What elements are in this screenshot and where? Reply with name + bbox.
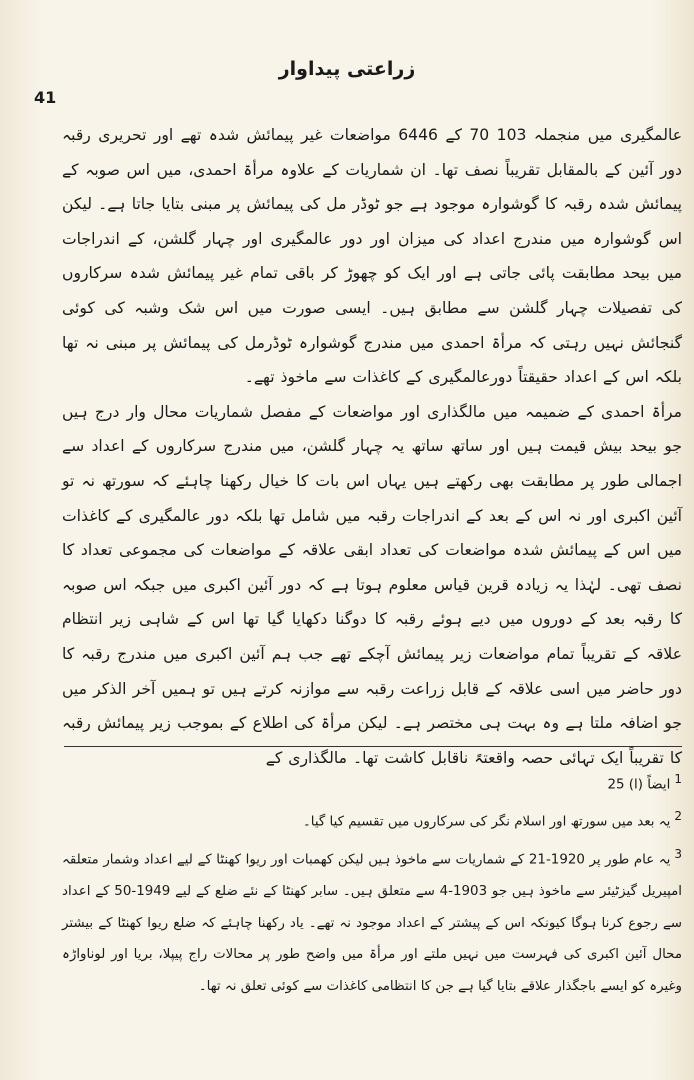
footnote-text: یہ بعد میں سورتھ اور اسلام نگر کی سرکاروں میں تقسیم کیا گیا۔	[302, 814, 671, 830]
footnote-mark: 1	[674, 772, 682, 786]
paragraph: عالمگیری میں منجملہ 103 70 کے 6446 مواضعات غیر پیمائش شدہ تھے اور تحریری رقبہ دور آئین کے بالمقابل تقریباً نصف تھا۔ ان شماریات کے علاوہ مرأۃ احمدی، میں اس صوبہ کے پیمائش شدہ رقبہ کا گوشوارہ موجود ہے جو ٹوڈر مل کی پیمائش پر مبنی بتایا جاتا ہے۔ لیکن اس گوشوارہ میں مندرج اعداد کی میزان اور دور عالمگیری اور چہار گلشن، کے اندراجات میں بیحد مطابقت پائی جاتی ہے اور ایک کو چھوڑ کر باقی تمام غیر پیمائش شدہ سرکاروں کی تفصیلات چہار گلشن سے مطابق ہیں۔ ایسی صورت میں اس شک وشبہ کی کوئی گنجائش نہیں رہتی کہ مرأۃ احمدی میں مندرج گوشوارہ ٹوڈرمل کی پیمائش پر مبنی نہ تھا بلکہ اس کے اعداد حقیقتاً دورعالمگیری کے کاغذات سے ماخوذ تھے۔	[62, 126, 683, 387]
footnote-mark: 3	[674, 846, 682, 861]
running-header: زراعتی پیداوار	[278, 58, 416, 80]
footnote	[62, 839, 682, 1003]
footnote-divider	[64, 746, 682, 747]
body-text	[62, 118, 682, 775]
paragraph: مرأۃ احمدی کے ضمیمہ میں مالگذاری اور مواضعات کے مفصل شماریات محال وار درج ہیں جو بیحد بیش قیمت ہیں اور ساتھ ساتھ یہ چہار گلشن، میں مندرج سرکاروں کے اعداد سے اجمالی طور پر مطابقت بھی رکھتے ہیں یہاں اس بات کا خیال رکھنا چاہئے کہ سورتھ نہ تو آئین اکبری اور نہ اس کے بعد کے اندراجات رقبہ میں شامل تھا بلکہ دور عالمگیری کے کاغذات میں اس کے پیمائش شدہ مواضعات کی تعداد ابقی علاقہ کے مواضعات کی مجموعی تعداد کا نصف تھی۔ لہٰذا یہ زیادہ قرین قیاس معلوم ہوتا ہے کہ دور آئین اکبری میں جبکہ اس صوبہ کا رقبہ بعد کے دوروں میں دیے ہوئے رقبہ کا دوگنا دکھایا گیا تھا اس کے شاہی زیر انتظام علاقہ کے تقریباً تمام مواضعات زیر پیمائش آچکے تھے جب ہم آئین اکبری میں مندرج رقبہ کا دور حاضر میں اسی علاقہ کے قابل زراعت رقبہ سے موازنہ کرتے ہیں تو ہمیں آخر الذکر میں جو اضافہ ملتا ہے وہ بہت ہی مختصر ہے۔ لیکن مرأۃ کی اطلاع کے بموجب زیر پیمائش رقبہ کا تقریباً ایک تہائی حصہ واقعتہً ناقابل کاشت تھا۔ مالگذاری کے	[62, 402, 682, 767]
footnote	[62, 764, 682, 801]
footnote	[62, 801, 682, 838]
page-number: 41	[34, 88, 57, 107]
footnote-mark: 2	[674, 809, 682, 824]
footnote-text: یہ عام طور پر 1920-21 کے شماریات سے ماخوذ ہیں لیکن کھمبات اور ریوا کھنٹا کے لیے اعداد وشمار متعلقہ امپیریل گیزٹیئر سے ماخوذ ہیں جو 1903-4 سے متعلق ہیں۔ سابر کھنٹا کے نئے ضلع کے لیے 1949-50 کے اعداد سے رجوع کرنا ہوگا کیونکہ اس کے پیشتر کے اعداد موجود نہ تھے۔ یاد رکھنا چاہئے کہ ضلع ریوا کھنٹا کے بیشتر محال آئین اکبری کی فہرست میں نہیں ملتے اور مرأۃ میں واضح طور پر محالات راج پیپلا، بریا اور لوناواڑہ وغیرہ کو ایسے باجگذار علاقے بتایا گیا ہے جن کا انتظامی کاغذات سے کوئی تعلق نہ تھا۔	[62, 852, 682, 995]
footnote-text: ایضاً (ا) 25	[607, 777, 671, 793]
footnotes	[62, 764, 682, 1003]
